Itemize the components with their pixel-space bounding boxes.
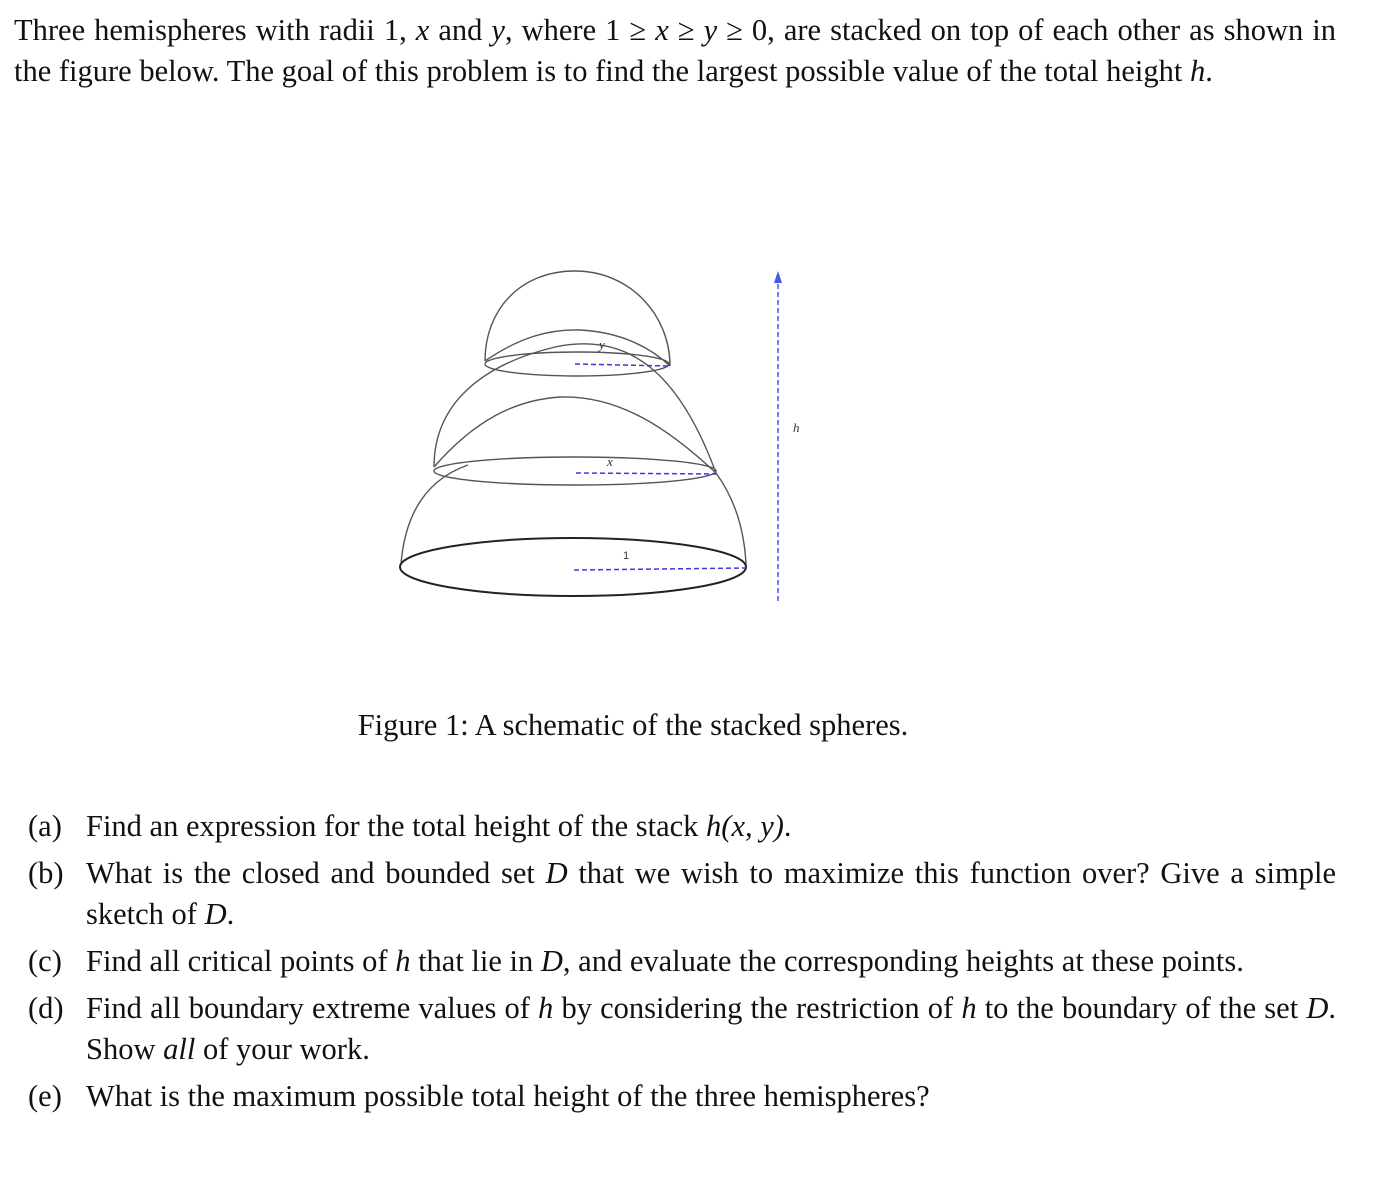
radius-1-dashed [574, 568, 746, 570]
text-segment: . Show [86, 991, 1336, 1066]
figure-svg [380, 255, 820, 625]
text-segment: What is the closed and bounded set [86, 856, 546, 890]
var-y: y [491, 13, 505, 47]
intro-text: , where 1 ≥ [504, 13, 656, 47]
part-text [86, 853, 1336, 935]
part-text [86, 988, 1336, 1070]
label-x: x [607, 454, 613, 469]
math-segment: D [204, 897, 227, 931]
part-text [86, 941, 1336, 982]
text-segment: to the boundary of the set [976, 991, 1307, 1025]
intro-text: ≥ 0, are stacked on top of each other as shown in the figure below. The goal of this problem is to find the largest possible value of the total height [14, 13, 1336, 88]
math-segment: D [545, 856, 568, 890]
math-segment: h [961, 991, 977, 1025]
part-a [28, 806, 1336, 847]
part-label: (b) [28, 856, 64, 890]
label-1: 1 [623, 550, 630, 562]
stacked-hemispheres-figure [380, 255, 820, 625]
math-segment: h(x, y) [706, 809, 784, 843]
emphasis-segment: all [163, 1032, 196, 1066]
math-segment: D [1306, 991, 1329, 1025]
part-text [86, 806, 1336, 847]
label-y: y [599, 337, 605, 352]
hemisphere-radius-x [434, 344, 716, 473]
var-h: h [1189, 54, 1206, 88]
label-h: h [793, 420, 800, 435]
radius-x-dashed [576, 473, 716, 474]
middle-ellipse [434, 457, 716, 485]
hemisphere-radius-1-right [716, 473, 746, 564]
text-segment: of your work. [195, 1032, 370, 1066]
text-segment: . [226, 897, 235, 931]
part-d [28, 988, 1336, 1070]
text-segment: What is the maximum possible total height of the three hemispheres? [86, 1079, 930, 1113]
part-e [28, 1076, 1336, 1117]
text-segment: , and evaluate the corresponding heights at these points. [562, 944, 1244, 978]
height-arrowhead-icon [774, 271, 782, 283]
part-label: (a) [28, 809, 62, 843]
text-segment: that lie in [410, 944, 541, 978]
text-segment: by considering the restriction of [553, 991, 962, 1025]
intro-text: and [429, 13, 492, 47]
text-segment: Find all boundary extreme values of [86, 991, 539, 1025]
problem-intro [14, 10, 1336, 92]
figure-caption: Figure 1: A schematic of the stacked spheres. [357, 708, 909, 742]
text-segment: . [783, 809, 792, 843]
var-y: y [703, 13, 718, 47]
base-ellipse [400, 538, 746, 596]
question-parts [28, 806, 1336, 1123]
text-segment: that we wish to maximize this function over? Give a simple sketch of [86, 856, 1336, 931]
var-x: x [655, 13, 669, 47]
radius-y-dashed [575, 364, 669, 366]
math-segment: h [538, 991, 554, 1025]
part-label: (d) [28, 991, 64, 1025]
text-segment: Find all critical points of [86, 944, 396, 978]
intro-text: Three hemispheres with radii 1, [14, 13, 416, 47]
math-segment: h [395, 944, 411, 978]
part-label: (e) [28, 1079, 62, 1113]
part-c [28, 941, 1336, 982]
var-x: x [415, 13, 430, 47]
part-text [86, 1076, 1336, 1117]
intro-text: ≥ [668, 13, 704, 47]
part-b [28, 853, 1336, 935]
math-segment: D [540, 944, 563, 978]
part-label: (c) [28, 944, 62, 978]
intro-text: . [1205, 54, 1213, 88]
text-segment: Find an expression for the total height of the stack [86, 809, 707, 843]
